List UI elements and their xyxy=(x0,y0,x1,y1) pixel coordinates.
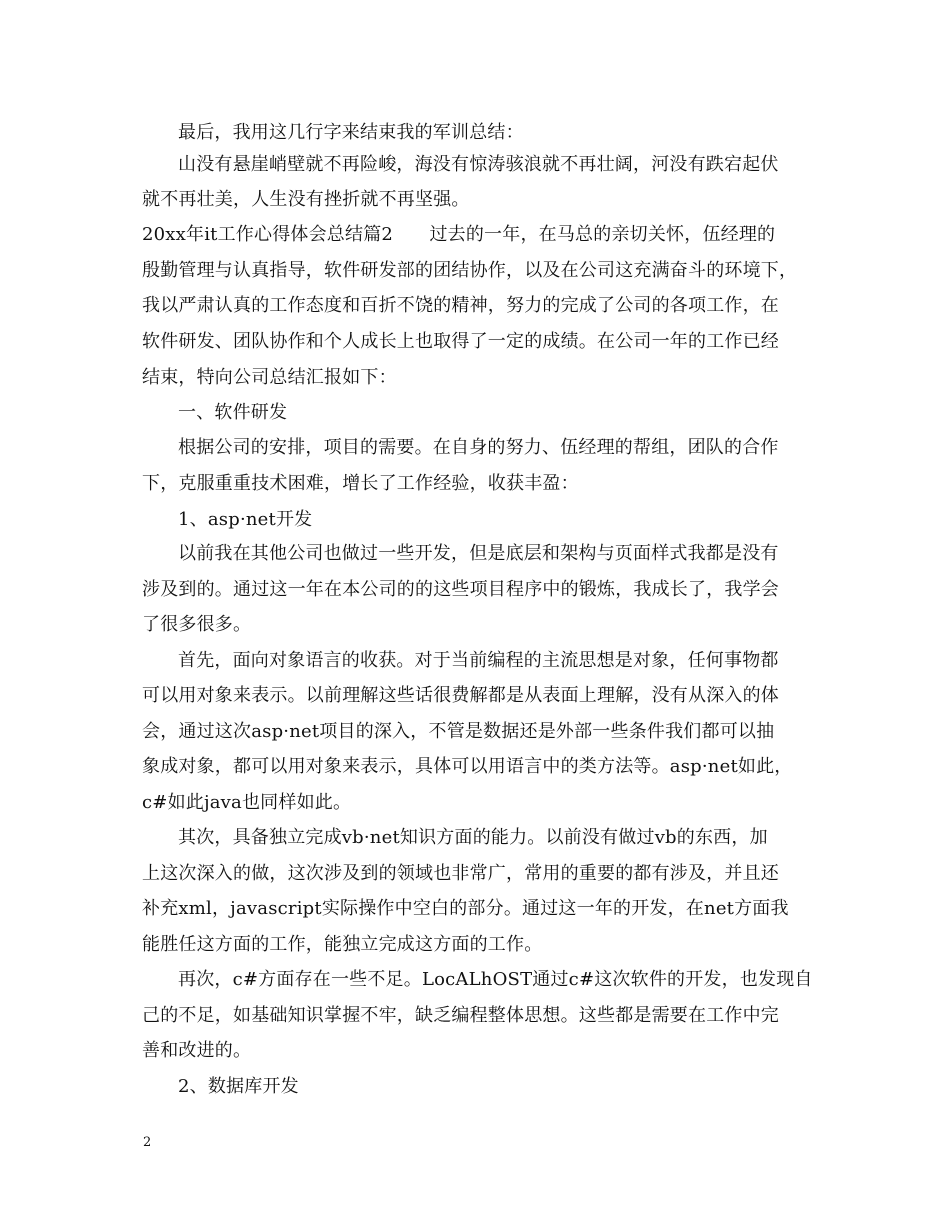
text-line: 善和改进的。 xyxy=(142,1040,252,1061)
text-line: 涉及到的。通过这一年在本公司的的这些项目程序中的锻炼，我成长了，我学会 xyxy=(142,579,779,600)
text-line: 以前我在其他公司也做过一些开发，但是底层和架构与页面样式我都是没有 xyxy=(178,543,779,564)
text-line: 根据公司的安排，项目的需要。在自身的努力、伍经理的帮组，团队的合作 xyxy=(178,437,779,458)
text-line: 可以用对象来表示。以前理解这些话很费解都是从表面上理解，没有从深入的体 xyxy=(142,685,779,706)
section-heading: 一、软件研发 xyxy=(178,402,288,423)
subsection-heading: 1、asp·net开发 xyxy=(178,509,313,530)
subsection-heading: 2、数据库开发 xyxy=(178,1076,299,1097)
text-line: 结束，特向公司总结汇报如下： xyxy=(142,367,397,388)
text-line: 软件研发、团队协作和个人成长上也取得了一定的成绩。在公司一年的工作已经 xyxy=(142,331,779,352)
text-line: 山没有悬崖峭壁就不再险峻，海没有惊涛骇浪就不再壮阔，河没有跌宕起伏 xyxy=(178,154,779,175)
text-line: 就不再壮美，人生没有挫折就不再坚强。 xyxy=(142,189,470,210)
text-line: 最后，我用这几行字来结束我的军训总结： xyxy=(178,122,524,143)
text-line: 补充xml，javascript实际操作中空白的部分。通过这一年的开发，在net方面我 xyxy=(142,898,789,919)
text-line: c#如此java也同样如此。 xyxy=(142,792,352,813)
text-line: 会，通过这次asp·net项目的深入，不管是数据还是外部一些条件我们都可以抽 xyxy=(142,721,775,742)
text-line: 再次，c#方面存在一些不足。LocALhOST通过c#这次软件的开发，也发现自 xyxy=(178,969,813,990)
text-line: 20xx年it工作心得体会总结篇2 过去的一年，在马总的亲切关怀，伍经理的 xyxy=(142,224,776,245)
text-line: 象成对象，都可以用对象来表示，具体可以用语言中的类方法等。asp·net如此， xyxy=(142,756,793,777)
page-number: 2 xyxy=(143,1135,152,1150)
text-line: 了很多很多。 xyxy=(142,614,252,635)
text-line: 上这次深入的做，这次涉及到的领域也非常广，常用的重要的都有涉及，并且还 xyxy=(142,863,779,884)
text-line: 我以严肃认真的工作态度和百折不饶的精神，努力的完成了公司的各项工作，在 xyxy=(142,295,779,316)
text-line: 能胜任这方面的工作，能独立完成这方面的工作。 xyxy=(142,934,543,955)
text-line: 其次，具备独立完成vb·net知识方面的能力。以前没有做过vb的东西，加 xyxy=(178,827,768,848)
text-line: 首先，面向对象语言的收获。对于当前编程的主流思想是对象，任何事物都 xyxy=(178,650,779,671)
text-line: 下，克服重重技术困难，增长了工作经验，收获丰盈： xyxy=(142,473,579,494)
text-line: 殷勤管理与认真指导，软件研发部的团结协作，以及在公司这充满奋斗的环境下， xyxy=(142,260,798,281)
text-line: 己的不足，如基础知识掌握不牢，缺乏编程整体思想。这些都是需要在工作中完 xyxy=(142,1005,779,1026)
